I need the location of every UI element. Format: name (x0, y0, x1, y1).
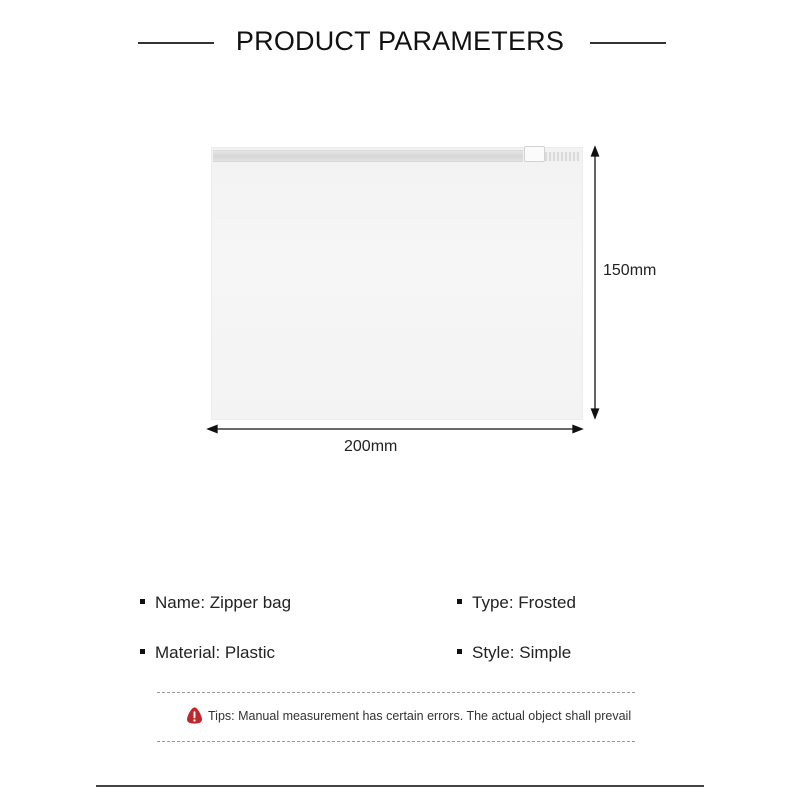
page-title: PRODUCT PARAMETERS (235, 26, 565, 56)
width-label: 200mm (344, 438, 398, 455)
warning-icon (185, 706, 204, 725)
bullet-icon (140, 599, 145, 604)
spec-name-text: Name: Zipper bag (155, 593, 292, 612)
width-arrow-right-head (573, 426, 582, 433)
height-arrow-bottom-head (592, 409, 599, 418)
bullet-icon (457, 599, 462, 604)
spec-material (140, 643, 275, 663)
spec-name (140, 593, 291, 613)
tips-bottom-divider (157, 741, 635, 742)
width-arrow-left-head (208, 426, 217, 433)
spec-style-text: Style: Simple (472, 643, 572, 662)
footer-rule (96, 785, 704, 787)
spec-material-text: Material: Plastic (155, 643, 275, 662)
bullet-icon (457, 649, 462, 654)
spec-type-text: Type: Frosted (472, 593, 576, 612)
height-arrow-top-head (592, 147, 599, 156)
spec-type (457, 593, 576, 613)
tips-top-divider (157, 692, 635, 693)
spec-style (457, 643, 571, 663)
bullet-icon (140, 649, 145, 654)
tips-note (185, 707, 631, 726)
height-label: 150mm (603, 262, 657, 279)
tips-text: Tips: Manual measurement has certain errors. The actual object shall prevail (208, 708, 632, 723)
